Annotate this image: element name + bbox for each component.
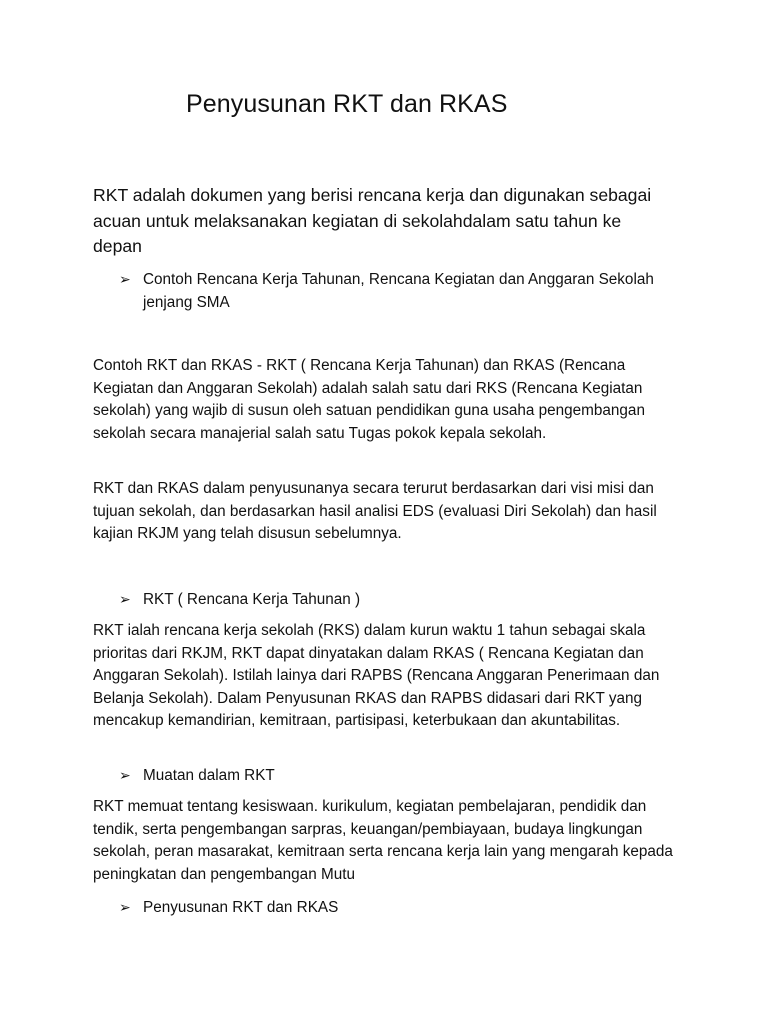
bullet-item-label: Contoh Rencana Kerja Tahunan, Rencana Kegiatan dan Anggaran Sekolah jenjang SMA [143, 271, 654, 311]
arrow-bullet-icon: ➢ [119, 591, 131, 607]
bullet-item-muatan [119, 764, 679, 787]
document-title: Penyusunan RKT dan RKAS [186, 90, 508, 118]
body-paragraph-1: Contoh RKT dan RKAS - RKT ( Rencana Kerja Tahunan) dan RKAS (Rencana Kegiatan dan Anggaran Sekolah) adalah salah satu dari RKS (Rencana Kegiatan sekolah) yang wajib di susun oleh satuan pendidikan guna usaha pengembangan sekolah secara manajerial salah satu Tugas pokok kepala sekolah. [93, 357, 645, 442]
bullet-item-rkt [119, 588, 679, 611]
intro-paragraph: RKT adalah dokumen yang berisi rencana kerja dan digunakan sebagai acuan untuk melaksanakan kegiatan di sekolahdalam satu tahun ke depan [93, 185, 652, 257]
bullet-item-contoh [119, 268, 679, 314]
arrow-bullet-icon: ➢ [119, 271, 131, 287]
bullet-item-label: Muatan dalam RKT [143, 767, 275, 784]
bullet-item-label: Penyusunan RKT dan RKAS [143, 899, 339, 916]
bullet-item-label: RKT ( Rencana Kerja Tahunan ) [143, 591, 361, 608]
body-paragraph-2: RKT dan RKAS dalam penyusunanya secara terurut berdasarkan dari visi misi dan tujuan sekolah, dan berdasarkan hasil analisi EDS (evaluasi Diri Sekolah) dan hasil kajian RKJM yang telah disusun sebelumnya. [93, 480, 657, 543]
arrow-bullet-icon: ➢ [119, 899, 131, 915]
body-paragraph-4: RKT memuat tentang kesiswaan. kurikulum, kegiatan pembelajaran, pendidik dan tendik, serta pengembangan sarpras, keuangan/pembiayaan, budaya lingkungan sekolah, peran masarakat, kemitraan serta rencana kerja lain yang mengarah kepada peningkatan dan pengembangan Mutu [93, 798, 673, 883]
bullet-item-penyusunan [119, 896, 679, 919]
arrow-bullet-icon: ➢ [119, 767, 131, 783]
body-paragraph-3: RKT ialah rencana kerja sekolah (RKS) dalam kurun waktu 1 tahun sebagai skala prioritas dari RKJM, RKT dapat dinyatakan dalam RKAS ( Rencana Kegiatan dan Anggaran Sekolah). Istilah lainya dari RAPBS (Rencana Anggaran Penerimaan dan Belanja Sekolah). Dalam Penyusunan RKAS dan RAPBS didasari dari RKT yang mencakup kemandirian, kemitraan, partisipasi, keterbukaan dan akuntabilitas. [93, 622, 660, 730]
